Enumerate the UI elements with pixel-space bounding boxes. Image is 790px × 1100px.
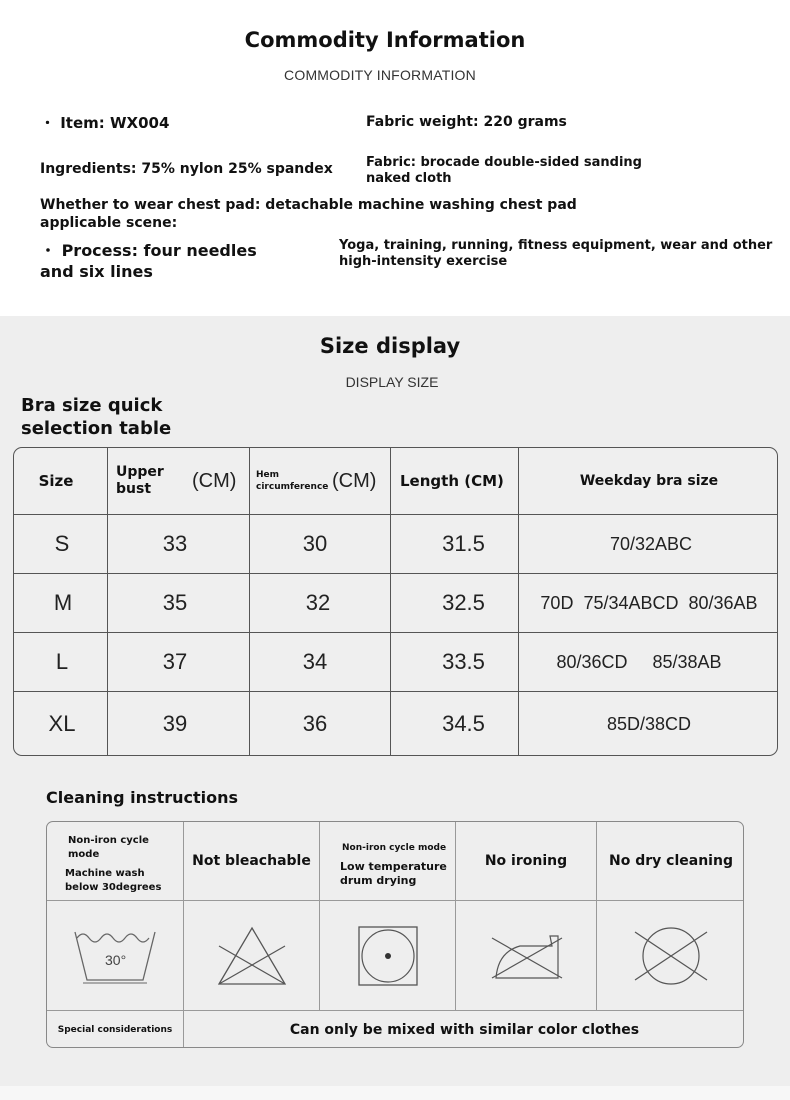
care-machine-wash-header <box>47 822 183 900</box>
care-mode-label-3: Non-iron cycle mode <box>342 842 447 853</box>
item-info: ・ Item: WX004 <box>40 114 170 132</box>
row-length-m: 32.5 <box>442 590 485 615</box>
row-size-s: S <box>54 531 70 556</box>
row-bra-m: 70D 75/34ABCD 80/36AB <box>540 592 758 613</box>
row-bra-xl: 85D/38CD <box>606 713 692 734</box>
size-subtitle: DISPLAY SIZE <box>345 374 439 390</box>
row-bra-s: 70/32ABC <box>609 533 693 554</box>
cleaning-table <box>46 821 744 1048</box>
row-upper-bust-xl: 39 <box>162 711 188 736</box>
special-considerations-label: Special considerations <box>57 1025 173 1035</box>
scene-info: Yoga, training, running, fitness equipment, wear and other high-intensity exercise <box>339 238 773 269</box>
row-upper-bust-s: 33 <box>162 531 188 556</box>
bottom-strip <box>0 1086 790 1100</box>
chest-pad-info: Whether to wear chest pad: detachable machine washing chest pad <box>40 197 577 213</box>
cleaning-title: Cleaning instructions <box>46 788 239 807</box>
ingredients-info: Ingredients: 75% nylon 25% spandex <box>40 161 333 177</box>
care-machine-wash-text: Machine wash below 30degrees <box>65 867 162 893</box>
row-bra-l: 80/36CD 85/38AB <box>556 651 722 672</box>
row-size-xl: XL <box>48 711 76 736</box>
size-table <box>13 447 778 756</box>
process-info: ・ Process: four needles and six lines <box>40 241 257 281</box>
fabric-info: Fabric: brocade double-sided sanding naked cloth <box>366 155 642 186</box>
special-considerations-text: Can only be mixed with similar color clothes <box>289 1022 640 1038</box>
commodity-section <box>0 0 790 316</box>
row-length-l: 33.5 <box>442 649 485 674</box>
row-length-xl: 34.5 <box>442 711 485 736</box>
quick-table-title: Bra size quick selection table <box>21 395 172 439</box>
header-weekday: Weekday bra size <box>579 473 719 489</box>
header-hem <box>250 448 390 514</box>
row-upper-bust-l: 37 <box>162 649 188 674</box>
hem-label: Hem circumference <box>256 470 329 492</box>
upper-bust-label: Upper bust <box>116 464 164 497</box>
upper-bust-unit: (CM) <box>192 469 237 492</box>
row-upper-bust-m: 35 <box>162 590 188 615</box>
header-upper-bust <box>108 448 249 514</box>
row-size-m: M <box>53 590 73 615</box>
care-drum-dry-text: Low temperature drum drying <box>340 859 447 887</box>
header-size: Size <box>38 472 74 490</box>
row-hem-m: 32 <box>305 590 331 615</box>
row-hem-xl: 36 <box>302 711 328 736</box>
hem-unit: (CM) <box>332 469 377 492</box>
no-iron-icon <box>456 901 596 1010</box>
row-hem-l: 34 <box>302 649 328 674</box>
no-dry-clean-icon <box>597 901 744 1010</box>
row-size-l: L <box>55 649 69 674</box>
care-mode-label-1: Non-iron cycle mode <box>68 834 149 860</box>
fabric-weight-info: Fabric weight: 220 grams <box>366 114 567 130</box>
commodity-subtitle: COMMODITY INFORMATION <box>284 67 476 83</box>
care-drum-dry-header <box>320 822 455 900</box>
care-not-bleachable: Not bleachable <box>192 853 311 869</box>
wash-temp-label: 30° <box>105 951 127 968</box>
care-no-dry-cleaning: No dry cleaning <box>609 853 733 869</box>
header-length: Length (CM) <box>400 472 504 490</box>
tumble-dry-low-icon <box>320 901 455 1010</box>
scene-label: applicable scene: <box>40 215 178 231</box>
no-bleach-icon <box>184 901 319 1010</box>
wash-30-icon <box>47 901 183 1010</box>
commodity-title: Commodity Information <box>244 28 526 52</box>
row-hem-s: 30 <box>302 531 328 556</box>
care-no-ironing: No ironing <box>484 853 568 869</box>
size-title: Size display <box>319 334 461 358</box>
row-length-s: 31.5 <box>442 531 485 556</box>
